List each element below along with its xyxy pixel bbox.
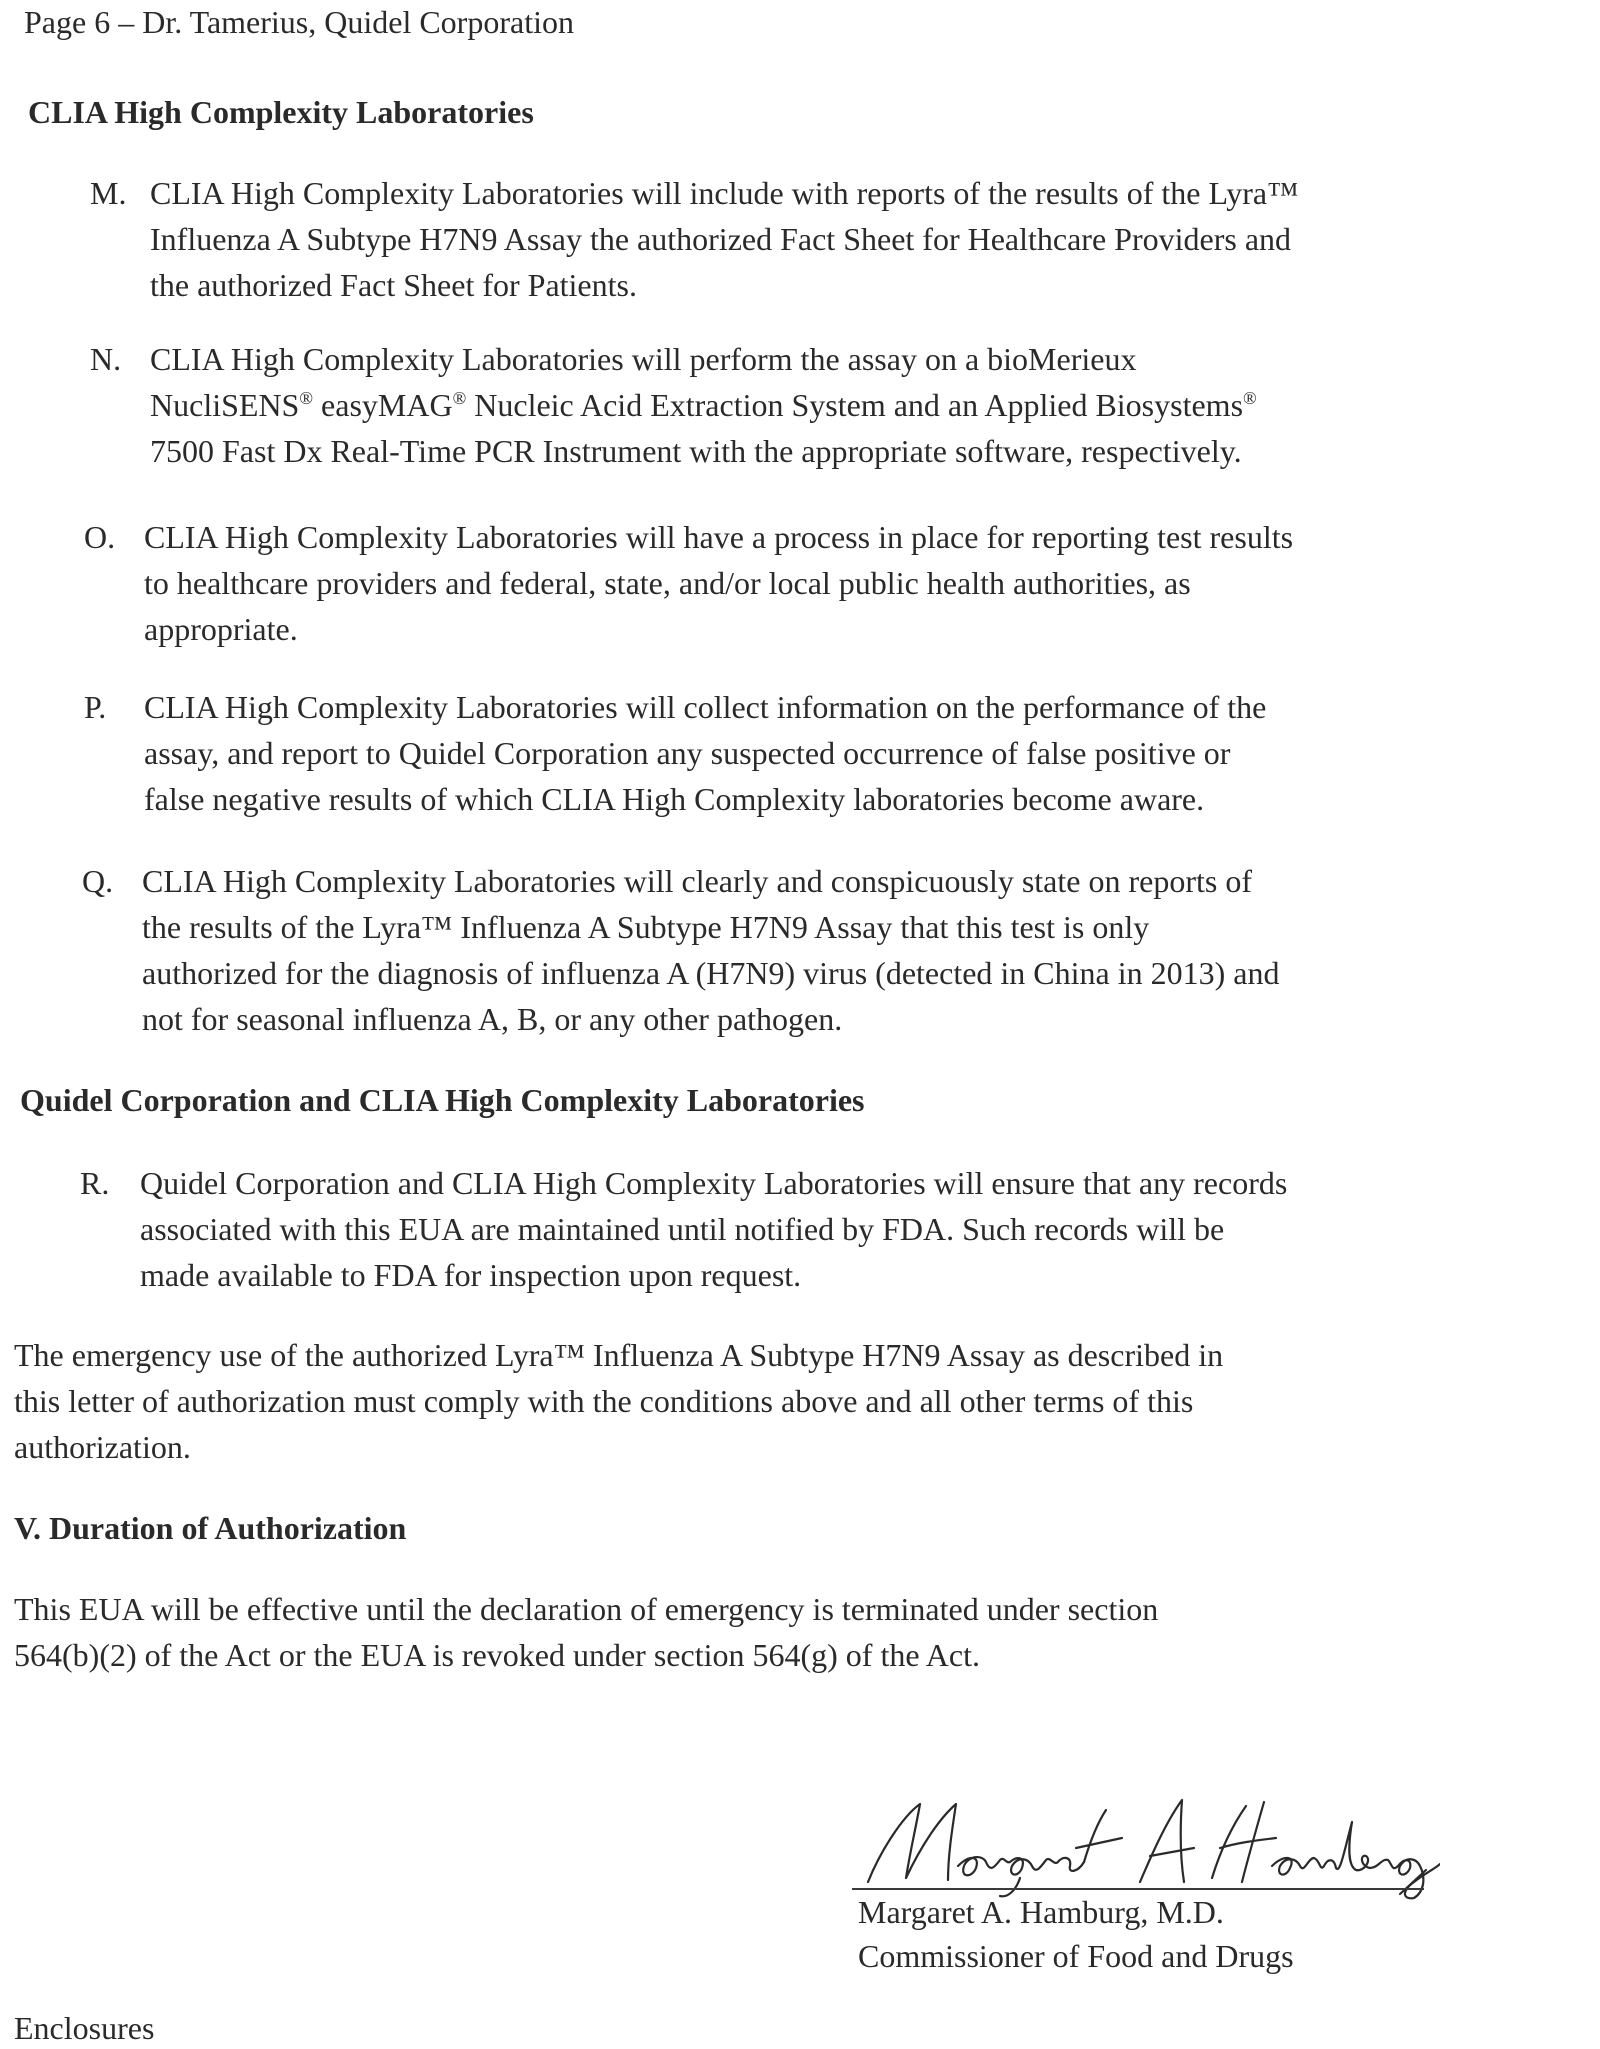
item-line: made available to FDA for inspection upon request.	[140, 1257, 802, 1293]
list-item-p	[84, 684, 1266, 822]
paragraph-line: The emergency use of the authorized Lyra™ Influenza A Subtype H7N9 Assay as described in	[14, 1337, 1224, 1373]
item-letter: N.	[90, 341, 122, 377]
signatory-title: Commissioner of Food and Drugs	[858, 1938, 1294, 1974]
paragraph-line: this letter of authorization must comply with the conditions above and all other terms of this	[14, 1383, 1194, 1419]
list-item-q	[82, 858, 1279, 1042]
paragraph-line: authorization.	[14, 1429, 191, 1465]
item-line	[150, 382, 1257, 428]
item-line: CLIA High Complexity Laboratories will have a process in place for reporting test results	[144, 519, 1294, 555]
list-item-o	[84, 514, 1293, 652]
item-line: associated with this EUA are maintained until notified by FDA. Such records will be	[140, 1211, 1225, 1247]
enclosures-label: Enclosures	[14, 2010, 155, 2046]
item-letter: P.	[84, 689, 107, 725]
item-line: Influenza A Subtype H7N9 Assay the authorized Fact Sheet for Healthcare Providers and	[150, 221, 1292, 257]
item-line: the results of the Lyra™ Influenza A Subtype H7N9 Assay that this test is only	[142, 909, 1150, 945]
registered-mark: ®	[452, 388, 467, 408]
item-line: assay, and report to Quidel Corporation any suspected occurrence of false positive or	[144, 735, 1231, 771]
item-letter: M.	[90, 175, 127, 211]
list-item-r	[80, 1160, 1287, 1298]
item-line: 7500 Fast Dx Real-Time PCR Instrument with the appropriate software, respectively.	[150, 433, 1242, 469]
handwritten-signature	[840, 1782, 1440, 1902]
item-line: appropriate.	[144, 611, 298, 647]
item-line: CLIA High Complexity Laboratories will collect information on the performance of the	[144, 689, 1267, 725]
registered-mark: ®	[1243, 388, 1257, 408]
item-line: not for seasonal influenza A, B, or any other pathogen.	[142, 1001, 843, 1037]
item-line: CLIA High Complexity Laboratories will perform the assay on a bioMerieux	[150, 341, 1137, 377]
item-letter: Q.	[82, 863, 114, 899]
list-item-m	[90, 170, 1298, 308]
signatory-name: Margaret A. Hamburg, M.D.	[858, 1894, 1224, 1930]
registered-mark: ®	[299, 388, 314, 408]
item-line: false negative results of which CLIA High Complexity laboratories become aware.	[144, 781, 1205, 817]
item-letter: R.	[80, 1165, 110, 1201]
section-heading-quidel: Quidel Corporation and CLIA High Complexity Laboratories	[20, 1082, 865, 1118]
item-line: to healthcare providers and federal, state, and/or local public health authorities, as	[144, 565, 1191, 601]
list-item-n	[90, 336, 1257, 474]
item-text: NucliSENS	[150, 387, 300, 423]
item-letter: O.	[84, 519, 116, 555]
paragraph-line: This EUA will be effective until the declaration of emergency is terminated under section	[14, 1591, 1159, 1627]
section-heading-duration: V. Duration of Authorization	[14, 1510, 407, 1546]
page-header: Page 6 – Dr. Tamerius, Quidel Corporation	[24, 4, 574, 40]
section-heading-clia: CLIA High Complexity Laboratories	[28, 94, 534, 130]
item-line: Quidel Corporation and CLIA High Complexity Laboratories will ensure that any records	[140, 1165, 1288, 1201]
item-text: easyMAG	[313, 387, 453, 423]
item-line: the authorized Fact Sheet for Patients.	[150, 267, 637, 303]
item-text: Nucleic Acid Extraction System and an Applied Biosystems	[466, 387, 1244, 423]
paragraph-line: 564(b)(2) of the Act or the EUA is revoked under section 564(g) of the Act.	[14, 1637, 980, 1673]
item-line: CLIA High Complexity Laboratories will include with reports of the results of the Lyra™	[150, 175, 1299, 211]
item-line: CLIA High Complexity Laboratories will clearly and conspicuously state on reports of	[142, 863, 1252, 899]
emergency-use-paragraph	[14, 1332, 1223, 1470]
item-line: authorized for the diagnosis of influenza A (H7N9) virus (detected in China in 2013) and	[142, 955, 1280, 991]
duration-paragraph	[14, 1586, 1158, 1678]
